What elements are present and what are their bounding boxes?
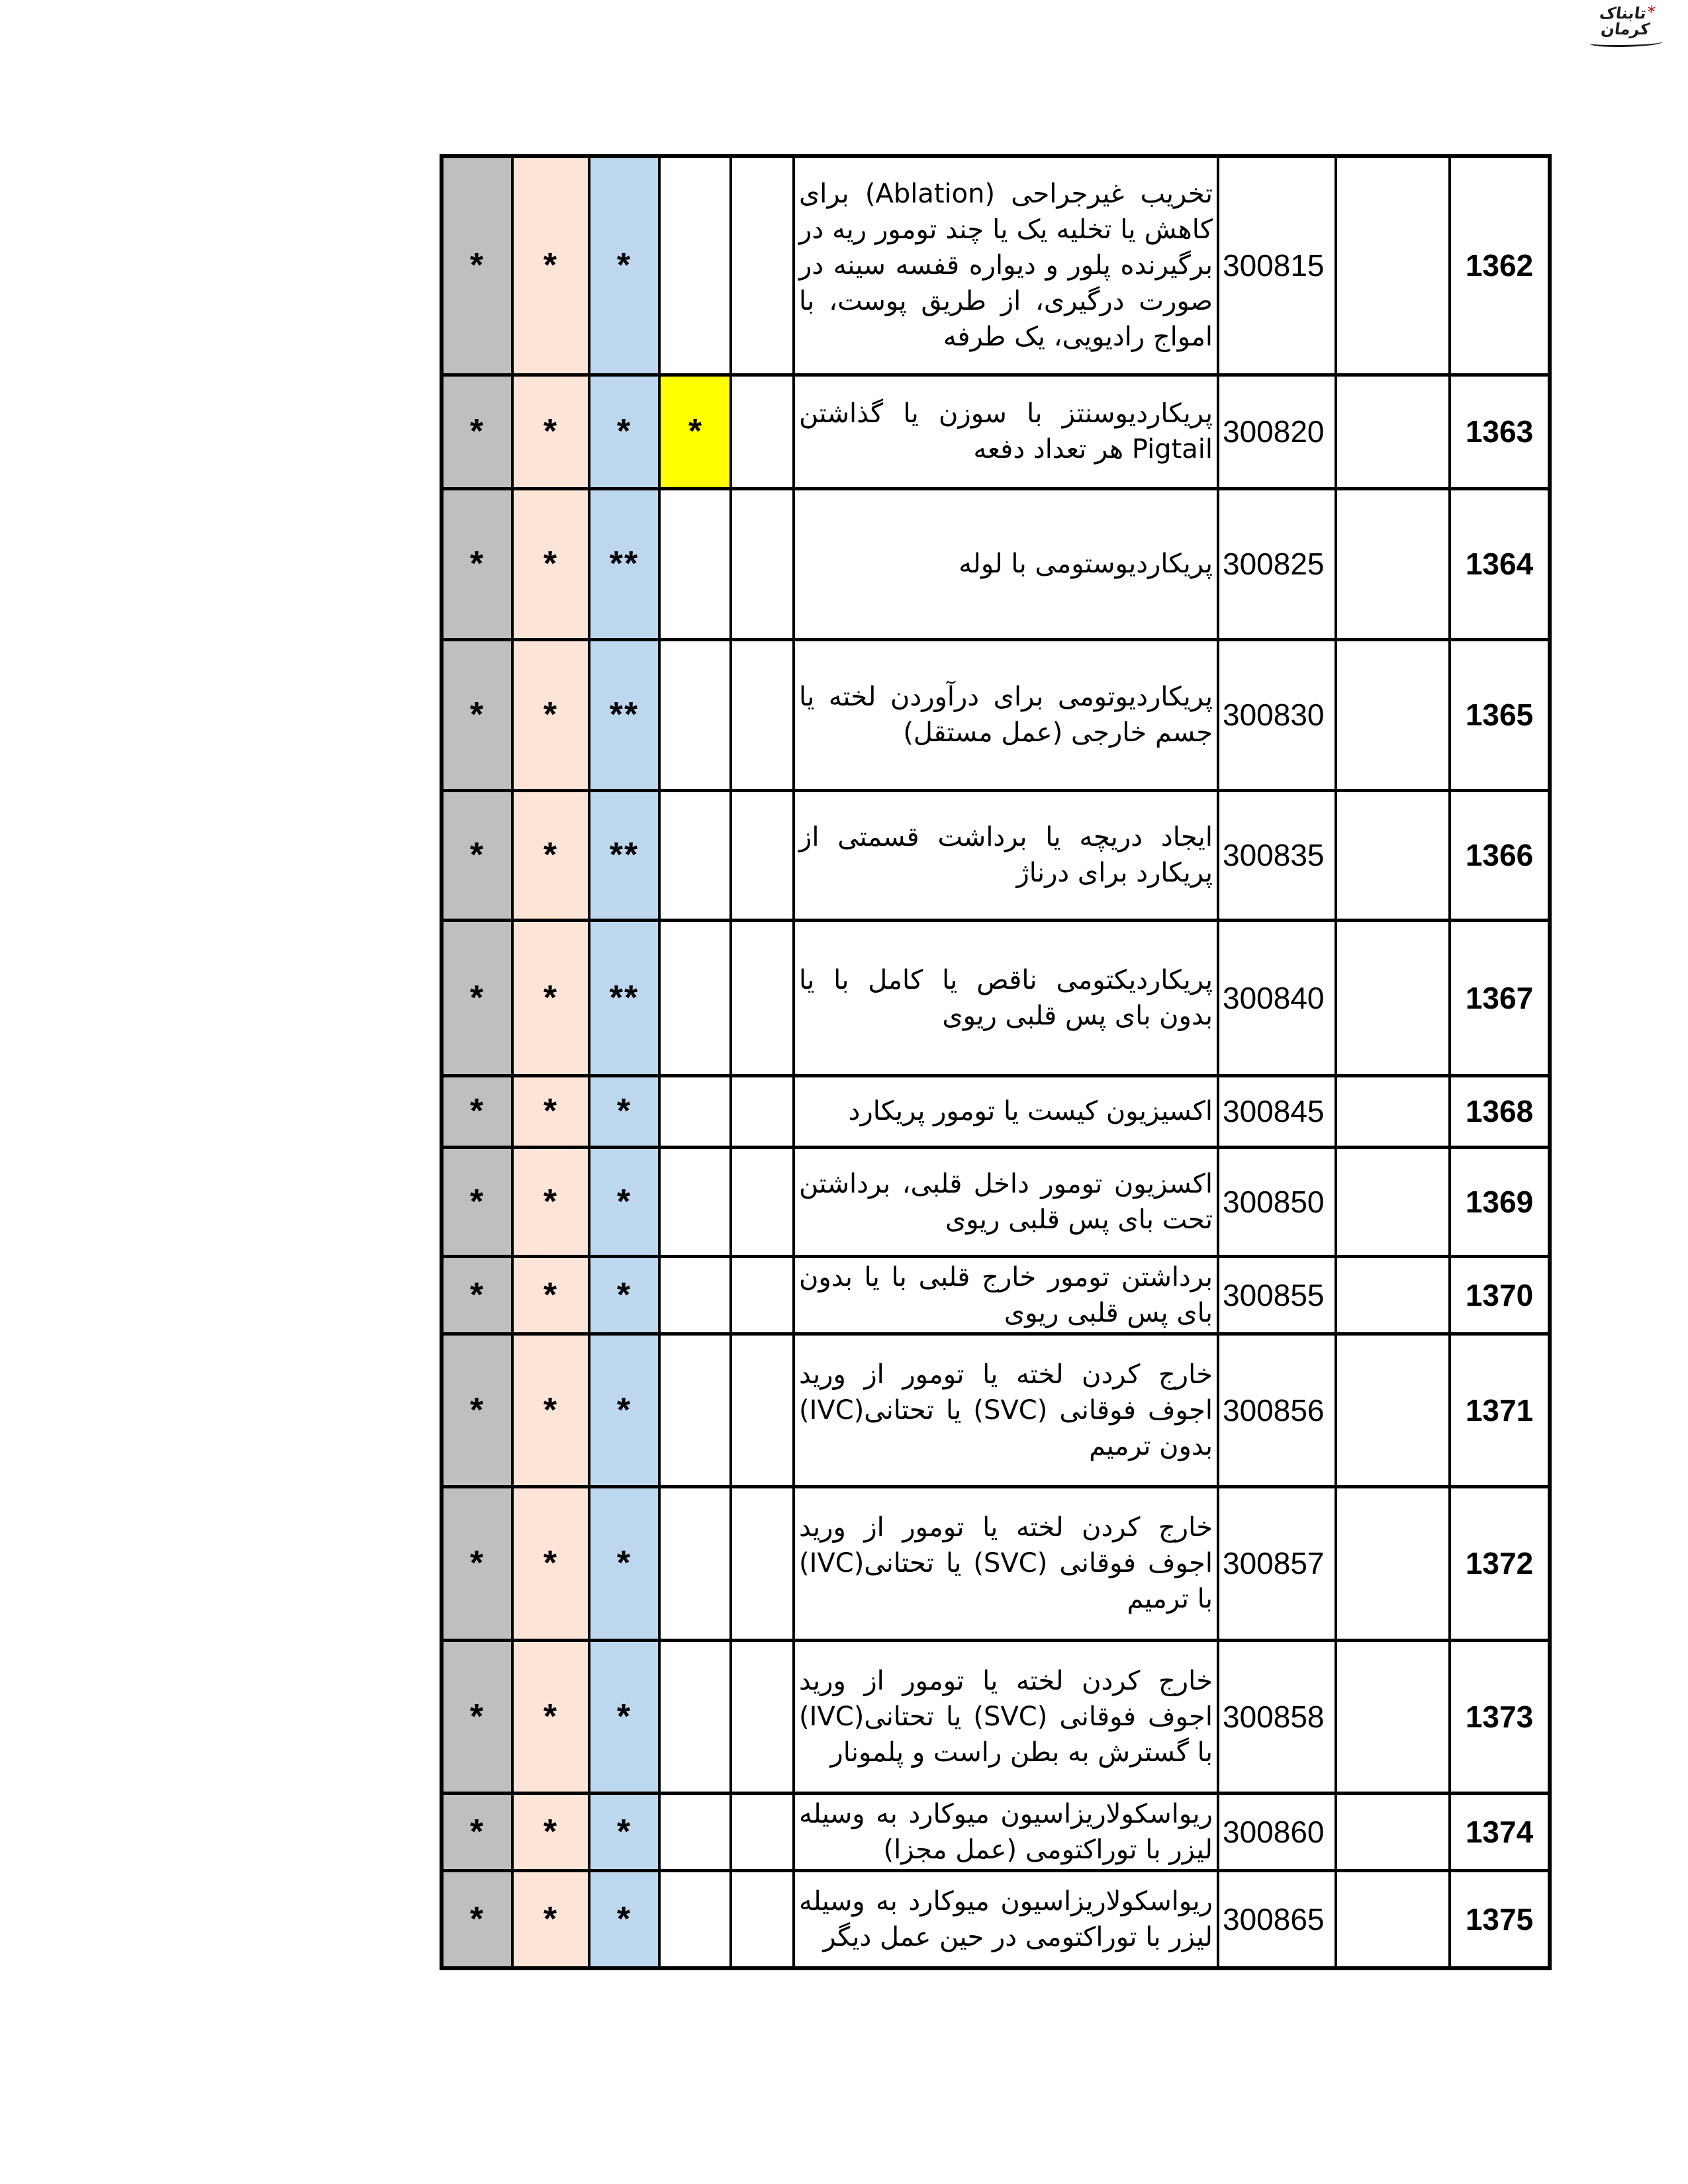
flag-cell-highlight — [659, 790, 731, 920]
table-row — [442, 1075, 1550, 1147]
site-logo — [1583, 5, 1669, 47]
empty-cell — [1336, 1640, 1450, 1793]
flag-cell-peach: * — [512, 1486, 589, 1640]
flag-cell-blue: * — [589, 375, 659, 488]
flag-cell-blue: * — [589, 156, 659, 375]
table-row — [442, 920, 1550, 1075]
empty-cell — [1336, 156, 1450, 375]
description-cell: خارج کردن لخته یا تومور از ورید اجوف فوقانی (SVC) یا تحتانی(IVC) با گسترش به بطن راست و پلمونار — [794, 1640, 1218, 1793]
flag-cell-peach: * — [512, 1870, 589, 1968]
flag-cell-gray: * — [442, 156, 512, 375]
table-row — [442, 1640, 1550, 1793]
empty-cell — [1336, 1334, 1450, 1486]
flag-cell-highlight — [659, 1640, 731, 1793]
flag-cell-blue: * — [589, 1075, 659, 1147]
procedure-tariff-table — [440, 154, 1552, 1970]
table-row — [442, 790, 1550, 920]
flag-cell-blue: * — [589, 1147, 659, 1256]
spacer-cell — [731, 156, 794, 375]
description-cell: تخریب غیرجراحی (Ablation) برای کاهش یا تخلیه یک یا چند تومور ریه در برگیرنده پلور و دیواره قفسه سینه در صورت درگیری، از طریق پوست، با امواج رادیویی، یک طرفه — [794, 156, 1218, 375]
row-number-cell: 1363 — [1450, 375, 1550, 488]
flag-cell-gray: * — [442, 1870, 512, 1968]
code-cell: 300850 — [1218, 1147, 1336, 1256]
table-row — [442, 1870, 1550, 1968]
flag-cell-gray: * — [442, 1147, 512, 1256]
row-number-cell: 1368 — [1450, 1075, 1550, 1147]
description-cell: اکسیزیون کیست یا تومور پریکارد — [794, 1075, 1218, 1147]
empty-cell — [1336, 488, 1450, 639]
code-cell: 300825 — [1218, 488, 1336, 639]
flag-cell-blue: * — [589, 1870, 659, 1968]
spacer-cell — [731, 1256, 794, 1334]
flag-cell-blue: * — [589, 1640, 659, 1793]
empty-cell — [1336, 1486, 1450, 1640]
flag-cell-peach: * — [512, 488, 589, 639]
flag-cell-blue: * — [589, 1793, 659, 1870]
flag-cell-gray: * — [442, 488, 512, 639]
row-number-cell: 1373 — [1450, 1640, 1550, 1793]
description-cell: خارج کردن لخته یا تومور از ورید اجوف فوقانی (SVC) یا تحتانی(IVC) با ترمیم — [794, 1486, 1218, 1640]
description-cell: پریکاردیکتومی ناقص یا کامل با یا بدون بای پس قلبی ریوی — [794, 920, 1218, 1075]
flag-cell-peach: * — [512, 1075, 589, 1147]
row-number-cell: 1365 — [1450, 639, 1550, 790]
spacer-cell — [731, 375, 794, 488]
flag-cell-highlight — [659, 1256, 731, 1334]
code-cell: 300860 — [1218, 1793, 1336, 1870]
flag-cell-peach: * — [512, 920, 589, 1075]
spacer-cell — [731, 1486, 794, 1640]
flag-cell-gray: * — [442, 1640, 512, 1793]
row-number-cell: 1375 — [1450, 1870, 1550, 1968]
row-number-cell: 1364 — [1450, 488, 1550, 639]
code-cell: 300855 — [1218, 1256, 1336, 1334]
description-cell: برداشتن تومور خارج قلبی با یا بدون بای پس قلبی ریوی — [794, 1256, 1218, 1334]
flag-cell-gray: * — [442, 1075, 512, 1147]
table-row — [442, 1256, 1550, 1334]
flag-cell-highlight: * — [659, 375, 731, 488]
flag-cell-peach: * — [512, 1334, 589, 1486]
table-row — [442, 639, 1550, 790]
flag-cell-blue: ** — [589, 488, 659, 639]
empty-cell — [1336, 920, 1450, 1075]
flag-cell-highlight — [659, 639, 731, 790]
flag-cell-highlight — [659, 1334, 731, 1486]
code-cell: 300857 — [1218, 1486, 1336, 1640]
row-number-cell: 1374 — [1450, 1793, 1550, 1870]
spacer-cell — [731, 1147, 794, 1256]
code-cell: 300856 — [1218, 1334, 1336, 1486]
empty-cell — [1336, 1870, 1450, 1968]
flag-cell-peach: * — [512, 1147, 589, 1256]
code-cell: 300835 — [1218, 790, 1336, 920]
table-row — [442, 156, 1550, 375]
table-row — [442, 1486, 1550, 1640]
row-number-cell: 1369 — [1450, 1147, 1550, 1256]
description-cell: ریواسکولاریزاسیون میوکارد به وسیله لیزر با توراکتومی در حین عمل دیگر — [794, 1870, 1218, 1968]
flag-cell-peach: * — [512, 375, 589, 488]
row-number-cell: 1362 — [1450, 156, 1550, 375]
flag-cell-blue: ** — [589, 920, 659, 1075]
spacer-cell — [731, 639, 794, 790]
table-row — [442, 488, 1550, 639]
flag-cell-peach: * — [512, 1640, 589, 1793]
spacer-cell — [731, 1640, 794, 1793]
description-cell: پریکاردیوستومی با لوله — [794, 488, 1218, 639]
flag-cell-gray: * — [442, 375, 512, 488]
description-cell: ریواسکولاریزاسیون میوکارد به وسیله لیزر با توراکتومی (عمل مجزا) — [794, 1793, 1218, 1870]
flag-cell-peach: * — [512, 639, 589, 790]
flag-cell-highlight — [659, 1147, 731, 1256]
flag-cell-peach: * — [512, 156, 589, 375]
flag-cell-blue: * — [589, 1486, 659, 1640]
logo-swoosh-underline — [1590, 38, 1663, 47]
empty-cell — [1336, 639, 1450, 790]
empty-cell — [1336, 790, 1450, 920]
empty-cell — [1336, 1075, 1450, 1147]
empty-cell — [1336, 1256, 1450, 1334]
description-cell: ایجاد دریچه یا برداشت قسمتی از پریکارد برای درناژ — [794, 790, 1218, 920]
code-cell: 300820 — [1218, 375, 1336, 488]
table-row — [442, 375, 1550, 488]
row-number-cell: 1371 — [1450, 1334, 1550, 1486]
flag-cell-peach: * — [512, 790, 589, 920]
code-cell: 300815 — [1218, 156, 1336, 375]
code-cell: 300858 — [1218, 1640, 1336, 1793]
code-cell: 300830 — [1218, 639, 1336, 790]
flag-cell-highlight — [659, 1075, 731, 1147]
code-cell: 300840 — [1218, 920, 1336, 1075]
table-row — [442, 1793, 1550, 1870]
flag-cell-highlight — [659, 1793, 731, 1870]
spacer-cell — [731, 488, 794, 639]
flag-cell-blue: ** — [589, 790, 659, 920]
logo-text: ＊تابناک کرمان — [1598, 4, 1657, 38]
table-row — [442, 1334, 1550, 1486]
spacer-cell — [731, 1075, 794, 1147]
spacer-cell — [731, 1334, 794, 1486]
description-cell: پریکاردیوتومی برای درآوردن لخته یا جسم خارجی (عمل مستقل) — [794, 639, 1218, 790]
flag-cell-blue: * — [589, 1256, 659, 1334]
empty-cell — [1336, 375, 1450, 488]
description-cell: پریکاردیوسنتز با سوزن یا گذاشتن Pigtail هر تعداد دفعه — [794, 375, 1218, 488]
flag-cell-gray: * — [442, 920, 512, 1075]
spacer-cell — [731, 920, 794, 1075]
flag-cell-highlight — [659, 920, 731, 1075]
flag-cell-gray: * — [442, 1793, 512, 1870]
flag-cell-blue: * — [589, 1334, 659, 1486]
flag-cell-gray: * — [442, 790, 512, 920]
empty-cell — [1336, 1793, 1450, 1870]
description-cell: خارج کردن لخته یا تومور از ورید اجوف فوقانی (SVC) یا تحتانی(IVC) بدون ترمیم — [794, 1334, 1218, 1486]
row-number-cell: 1370 — [1450, 1256, 1550, 1334]
code-cell: 300845 — [1218, 1075, 1336, 1147]
flag-cell-blue: ** — [589, 639, 659, 790]
flag-cell-gray: * — [442, 1486, 512, 1640]
flag-cell-peach: * — [512, 1256, 589, 1334]
row-number-cell: 1367 — [1450, 920, 1550, 1075]
table-row — [442, 1147, 1550, 1256]
flag-cell-gray: * — [442, 1334, 512, 1486]
logo-accent-dot: ＊ — [1646, 5, 1657, 15]
description-cell: اکسزیون تومور داخل قلبی، برداشتن تحت بای پس قلبی ریوی — [794, 1147, 1218, 1256]
empty-cell — [1336, 1147, 1450, 1256]
flag-cell-highlight — [659, 156, 731, 375]
row-number-cell: 1366 — [1450, 790, 1550, 920]
flag-cell-highlight — [659, 488, 731, 639]
flag-cell-gray: * — [442, 1256, 512, 1334]
flag-cell-gray: * — [442, 639, 512, 790]
spacer-cell — [731, 1793, 794, 1870]
code-cell: 300865 — [1218, 1870, 1336, 1968]
flag-cell-peach: * — [512, 1793, 589, 1870]
row-number-cell: 1372 — [1450, 1486, 1550, 1640]
flag-cell-highlight — [659, 1870, 731, 1968]
procedure-table-body — [442, 156, 1550, 1968]
spacer-cell — [731, 790, 794, 920]
spacer-cell — [731, 1870, 794, 1968]
flag-cell-highlight — [659, 1486, 731, 1640]
